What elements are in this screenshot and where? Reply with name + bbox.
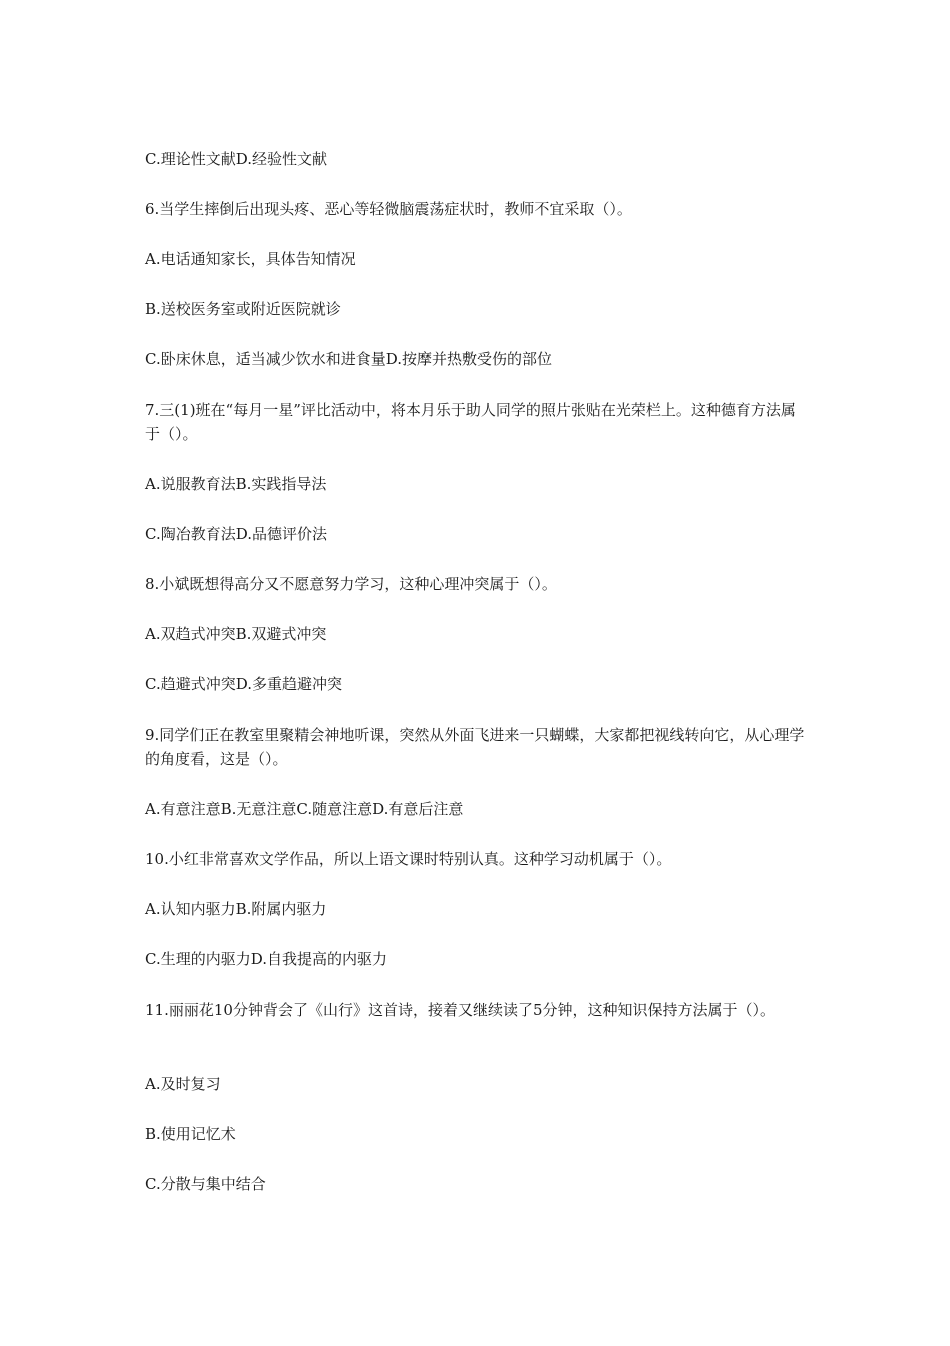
- option-line: C.生理的内驱力D.自我提高的内驱力: [145, 950, 387, 968]
- option-line: A.认知内驱力B.附属内驱力: [145, 900, 327, 918]
- option-line: A.有意注意B.无意注意C.随意注意D.有意后注意: [145, 800, 464, 818]
- option-line: B.送校医务室或附近医院就诊: [145, 300, 341, 318]
- question-6: 6.当学生摔倒后出现头疼、恶心等轻微脑震荡症状时，教师不宜采取（）。: [145, 200, 632, 218]
- question-8: 8.小斌既想得高分又不愿意努力学习，这种心理冲突属于（）。: [145, 575, 557, 593]
- question-9: 9.同学们正在教室里聚精会神地听课，突然从外面飞进来一只蝴蝶，大家都把视线转向它，从心理学的角度看，这是（）。: [145, 726, 805, 768]
- option-line: B.使用记忆术: [145, 1125, 236, 1143]
- option-line: C.理论性文献D.经验性文献: [145, 150, 327, 168]
- option-line: A.电话通知家长，具体告知情况: [145, 250, 356, 268]
- option-line: C.卧床休息，适当减少饮水和进食量D.按摩并热敷受伤的部位: [145, 350, 552, 368]
- question-7: 7.三(1)班在“每月一星”评比活动中，将本月乐于助人同学的照片张贴在光荣栏上。这种德育方法属于（）。: [145, 401, 796, 443]
- option-line: A.双趋式冲突B.双避式冲突: [145, 625, 327, 643]
- option-line: C.趋避式冲突D.多重趋避冲突: [145, 675, 342, 693]
- option-line: C.陶冶教育法D.品德评价法: [145, 525, 327, 543]
- option-line: A.及时复习: [145, 1075, 221, 1093]
- question-11: 11.丽丽花10分钟背会了《山行》这首诗，接着又继续读了5分钟，这种知识保持方法属于（）。: [145, 1001, 775, 1019]
- option-line: C.分散与集中结合: [145, 1175, 266, 1193]
- question-10: 10.小红非常喜欢文学作品，所以上语文课时特别认真。这种学习动机属于（）。: [145, 850, 672, 868]
- option-line: A.说服教育法B.实践指导法: [145, 475, 327, 493]
